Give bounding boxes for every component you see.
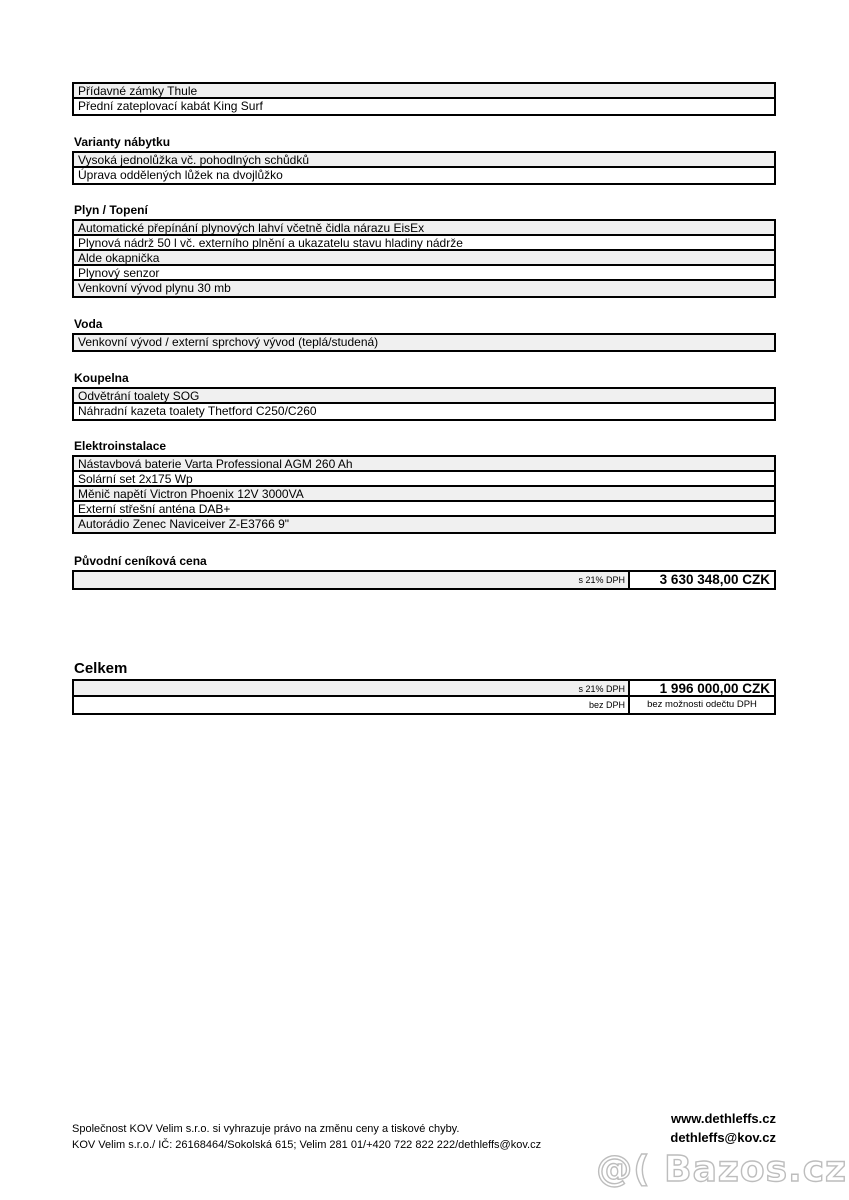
footer-company-info: KOV Velim s.r.o./ IČ: 26168464/Sokolská 615; Velim 281 01/+420 722 822 222/dethleffs@kov.cz — [72, 1139, 542, 1151]
option-row: Automatické přepínání plynových lahví včetně čidla nárazu EisEx — [74, 221, 774, 236]
option-row: Venkovní vývod plynu 30 mb — [74, 281, 774, 296]
option-row: Náhradní kazeta toalety Thetford C250/C260 — [74, 404, 774, 419]
options-table-bathroom — [72, 387, 776, 421]
options-table-accessories — [72, 82, 776, 116]
original-price-table — [72, 570, 776, 590]
footer-email: dethleffs@kov.cz — [670, 1130, 776, 1145]
section-header-water: Voda — [74, 317, 103, 331]
no-vat-label: bez DPH — [74, 697, 628, 713]
option-row: Autorádio Zenec Naviceiver Z-E3766 9" — [74, 517, 774, 532]
section-header-electrical: Elektroinstalace — [74, 439, 167, 453]
section-header-gas-heating: Plyn / Topení — [74, 203, 148, 217]
option-row: Přídavné zámky Thule — [74, 84, 774, 99]
option-row: Měnič napětí Victron Phoenix 12V 3000VA — [74, 487, 774, 502]
total-price-table — [72, 679, 776, 715]
option-row: Externí střešní anténa DAB+ — [74, 502, 774, 517]
option-row: Úprava oddělených lůžek na dvojlůžko — [74, 168, 774, 183]
options-table-furniture — [72, 151, 776, 185]
option-row: Plynová nádrž 50 l vč. externího plnění a ukazatelu stavu hladiny nádrže — [74, 236, 774, 251]
no-vat-note: bez možnosti odečtu DPH — [628, 697, 774, 713]
option-row: Solární set 2x175 Wp — [74, 472, 774, 487]
original-price-amount: 3 630 348,00 CZK — [628, 572, 774, 588]
option-row: Odvětrání toalety SOG — [74, 389, 774, 404]
option-row: Přední zateplovací kabát King Surf — [74, 99, 774, 114]
document-content — [72, 0, 776, 715]
vat-label: s 21% DPH — [74, 572, 628, 588]
option-row: Alde okapnička — [74, 251, 774, 266]
footer-contact-block — [670, 1109, 776, 1147]
price-row — [74, 697, 774, 713]
section-header-original-price: Původní ceníková cena — [74, 554, 207, 568]
section-header-bathroom: Koupelna — [74, 371, 129, 385]
price-row — [74, 681, 774, 697]
vat-label: s 21% DPH — [74, 681, 628, 695]
footer-company-block — [72, 1121, 541, 1153]
footer-disclaimer: Společnost KOV Velim s.r.o. si vyhrazuje právo na změnu ceny a tiskové chyby. — [72, 1123, 460, 1135]
price-row — [74, 572, 774, 588]
option-row: Nástavbová baterie Varta Professional AGM 260 Ah — [74, 457, 774, 472]
option-row: Vysoká jednolůžka vč. pohodlných schůdků — [74, 153, 774, 168]
footer-website: www.dethleffs.cz — [671, 1111, 776, 1126]
option-row: Plynový senzor — [74, 266, 774, 281]
options-table-electrical — [72, 455, 776, 534]
section-header-furniture: Varianty nábytku — [74, 135, 171, 149]
total-price-amount: 1 996 000,00 CZK — [628, 681, 774, 695]
section-header-total: Celkem — [74, 660, 128, 677]
options-table-water — [72, 333, 776, 352]
options-table-gas-heating — [72, 219, 776, 298]
bazos-watermark: @( Bazos.cz — [596, 1149, 847, 1190]
option-row: Venkovní vývod / externí sprchový vývod (teplá/studená) — [74, 335, 774, 350]
